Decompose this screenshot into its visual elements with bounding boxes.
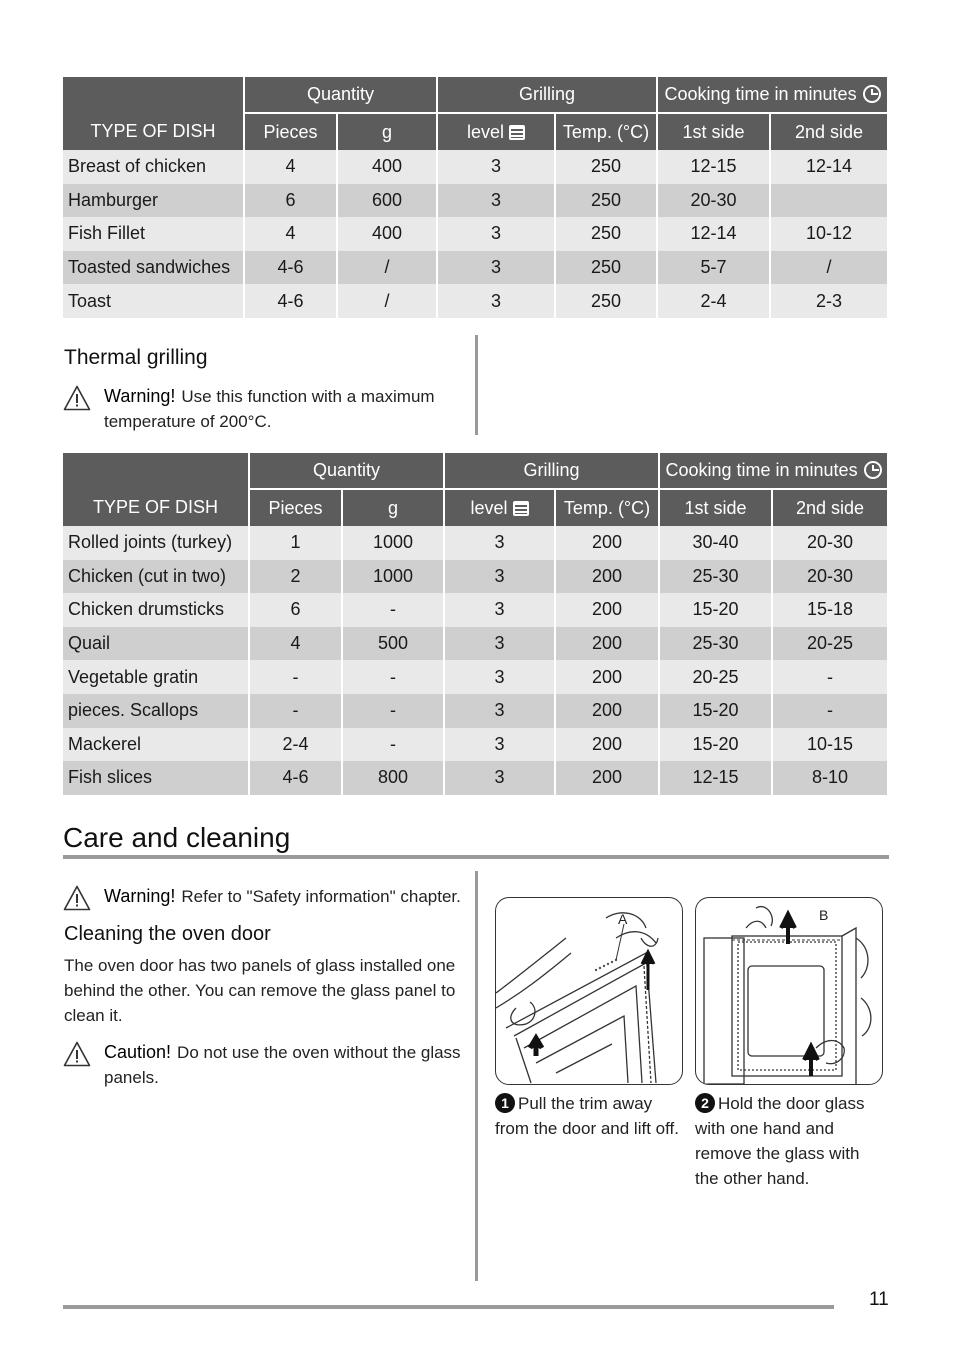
figure-1-caption [495,1091,683,1141]
warning-icon [63,885,91,911]
table-cell: 20-30 [657,184,770,218]
thermal-warning [63,384,443,434]
table-cell: - [249,660,342,694]
dish-name-cell: Chicken drumsticks [63,593,249,627]
table-cell: 4 [244,217,337,251]
table-cell: 800 [342,761,444,795]
level-header: level [444,489,555,526]
second-side-header: 2nd side [772,489,887,526]
dish-name-cell: Quail [63,627,249,661]
table-cell: 200 [555,761,659,795]
table-cell: - [249,694,342,728]
dish-name-cell: Fish slices [63,761,249,795]
table-row [63,761,887,795]
table-cell: 6 [249,593,342,627]
table-cell: 3 [437,150,555,184]
shelf-level-icon [509,125,525,140]
table-cell: 15-20 [659,694,772,728]
step-number-badge: 1 [495,1093,515,1113]
table-cell: 4-6 [244,284,337,318]
table-cell: 2-3 [770,284,887,318]
table-cell: 3 [444,761,555,795]
oven-door-paragraph: The oven door has two panels of glass installed one behind the other. You can remove the glass panel to clean it. [64,956,456,1025]
dish-name-cell: pieces. Scallops [63,694,249,728]
dish-name-cell: Breast of chicken [63,150,244,184]
table-row [63,627,887,661]
column-divider [475,335,478,435]
caution-text: Do not use the oven without the glass panels. [104,1043,461,1087]
table-cell: - [772,694,887,728]
table-cell: 1000 [342,560,444,594]
table-row [63,593,887,627]
clock-icon [863,85,881,103]
grilling-header: Grilling [444,453,659,489]
warning-text: Use this function with a maximum temperature of 200°C. [104,387,435,431]
table-cell: 500 [342,627,444,661]
table-cell: 4 [249,627,342,661]
clock-icon [864,461,882,479]
table-cell: 250 [555,284,657,318]
table-cell: 3 [444,526,555,560]
table-cell: 20-30 [772,560,887,594]
table-cell: 10-15 [772,728,887,762]
cooking-time-header: Cooking time in minutes [659,453,887,489]
table-cell: 12-14 [657,217,770,251]
table-cell: 3 [444,728,555,762]
table-cell: 2 [249,560,342,594]
page-number: 11 [869,1289,889,1310]
table-cell: 3 [444,627,555,661]
table-cell: 200 [555,560,659,594]
table-row [63,150,887,184]
grilling-table [63,77,887,318]
table-cell: 200 [555,694,659,728]
cleaning-oven-door-heading: Cleaning the oven door [64,923,271,945]
table-cell: 30-40 [659,526,772,560]
first-side-header: 1st side [659,489,772,526]
table-cell: 400 [337,217,437,251]
table-cell: 5-7 [657,251,770,285]
dish-name-cell: Toasted sandwiches [63,251,244,285]
column-divider [475,871,478,1281]
table-cell: 20-25 [772,627,887,661]
heading-rule [63,855,889,859]
table-cell: 4-6 [249,761,342,795]
care-warning [63,884,463,909]
cooking-time-header: Cooking time in minutes [657,77,887,113]
table-row [63,728,887,762]
table-cell: 1000 [342,526,444,560]
table-cell: 10-12 [770,217,887,251]
table-cell: 3 [437,217,555,251]
table-row [63,526,887,560]
warning-icon [63,1041,91,1067]
dish-name-cell: Fish Fillet [63,217,244,251]
table-cell: - [342,660,444,694]
table-cell: 200 [555,660,659,694]
type-of-dish-header: TYPE OF DISH [63,77,244,150]
second-side-header: 2nd side [770,113,887,150]
table-cell: 15-20 [659,728,772,762]
table-cell: - [342,694,444,728]
table-cell: 1 [249,526,342,560]
quantity-header: Quantity [244,77,437,113]
table-cell: 3 [444,660,555,694]
table-cell: 250 [555,251,657,285]
table-cell: / [337,251,437,285]
figure-1-caption-text: Pull the trim away from the door and lift off. [495,1094,679,1138]
table-cell: / [770,251,887,285]
table-cell: 15-20 [659,593,772,627]
first-side-header: 1st side [657,113,770,150]
table-cell: 3 [437,251,555,285]
table-cell: 4-6 [244,251,337,285]
dish-name-cell: Toast [63,284,244,318]
table-cell: 12-15 [659,761,772,795]
table-cell: 3 [444,694,555,728]
table-cell: 3 [437,284,555,318]
callout-label-a: A [618,911,628,927]
table-row [63,560,887,594]
table-cell: 400 [337,150,437,184]
table-cell: 250 [555,184,657,218]
shelf-level-icon [513,501,529,516]
table-cell [770,184,887,218]
dish-name-cell: Chicken (cut in two) [63,560,249,594]
table-cell: 2-4 [249,728,342,762]
door-trim-illustration [496,898,682,1084]
pieces-header: Pieces [249,489,342,526]
table-cell: 3 [444,560,555,594]
table-cell: 600 [337,184,437,218]
thermal-grilling-heading: Thermal grilling [64,346,208,369]
caution-label: Caution! [104,1042,172,1062]
table-cell: 3 [437,184,555,218]
table-cell: 20-30 [772,526,887,560]
table-cell: 3 [444,593,555,627]
table-cell: 250 [555,217,657,251]
dish-name-cell: Mackerel [63,728,249,762]
table-cell: 8-10 [772,761,887,795]
temperature-header: Temp. (°C) [555,113,657,150]
table-cell: 200 [555,526,659,560]
grilling-header: Grilling [437,77,657,113]
table-cell: 25-30 [659,560,772,594]
callout-label-b: B [819,907,829,923]
figure-2-caption [695,1091,883,1191]
table-cell: 200 [555,593,659,627]
grams-header: g [342,489,444,526]
table-row [63,284,887,318]
table-row [63,184,887,218]
warning-label: Warning! [104,386,176,406]
table-row [63,251,887,285]
table-cell: - [772,660,887,694]
table-row [63,660,887,694]
warning-text: Refer to "Safety information" chapter. [181,887,461,906]
step-number-badge: 2 [695,1093,715,1113]
type-of-dish-header: TYPE OF DISH [63,453,249,526]
table-row [63,217,887,251]
figure-remove-trim [495,897,683,1085]
table-cell: 15-18 [772,593,887,627]
temperature-header: Temp. (°C) [555,489,659,526]
dish-name-cell: Vegetable gratin [63,660,249,694]
warning-icon [63,385,91,411]
level-header: level [437,113,555,150]
table-cell: 250 [555,150,657,184]
table-row [63,694,887,728]
table-cell: 25-30 [659,627,772,661]
pieces-header: Pieces [244,113,337,150]
table-cell: - [342,728,444,762]
table-cell: 12-14 [770,150,887,184]
warning-label: Warning! [104,886,176,906]
table-cell: 20-25 [659,660,772,694]
door-glass-illustration [696,898,882,1084]
figure-2-caption-text: Hold the door glass with one hand and remove the glass with the other hand. [695,1094,865,1188]
table-cell: 200 [555,728,659,762]
figure-remove-glass [695,897,883,1085]
dish-name-cell: Hamburger [63,184,244,218]
thermal-grilling-table [63,453,887,795]
care-and-cleaning-heading: Care and cleaning [63,822,291,853]
table-cell: 4 [244,150,337,184]
table-cell: 2-4 [657,284,770,318]
table-cell: / [337,284,437,318]
grams-header: g [337,113,437,150]
footer-rule [63,1305,834,1309]
table-cell: 200 [555,627,659,661]
table-cell: 6 [244,184,337,218]
caution-note [63,1040,463,1090]
table-cell: 12-15 [657,150,770,184]
quantity-header: Quantity [249,453,444,489]
table-cell: - [342,593,444,627]
dish-name-cell: Rolled joints (turkey) [63,526,249,560]
